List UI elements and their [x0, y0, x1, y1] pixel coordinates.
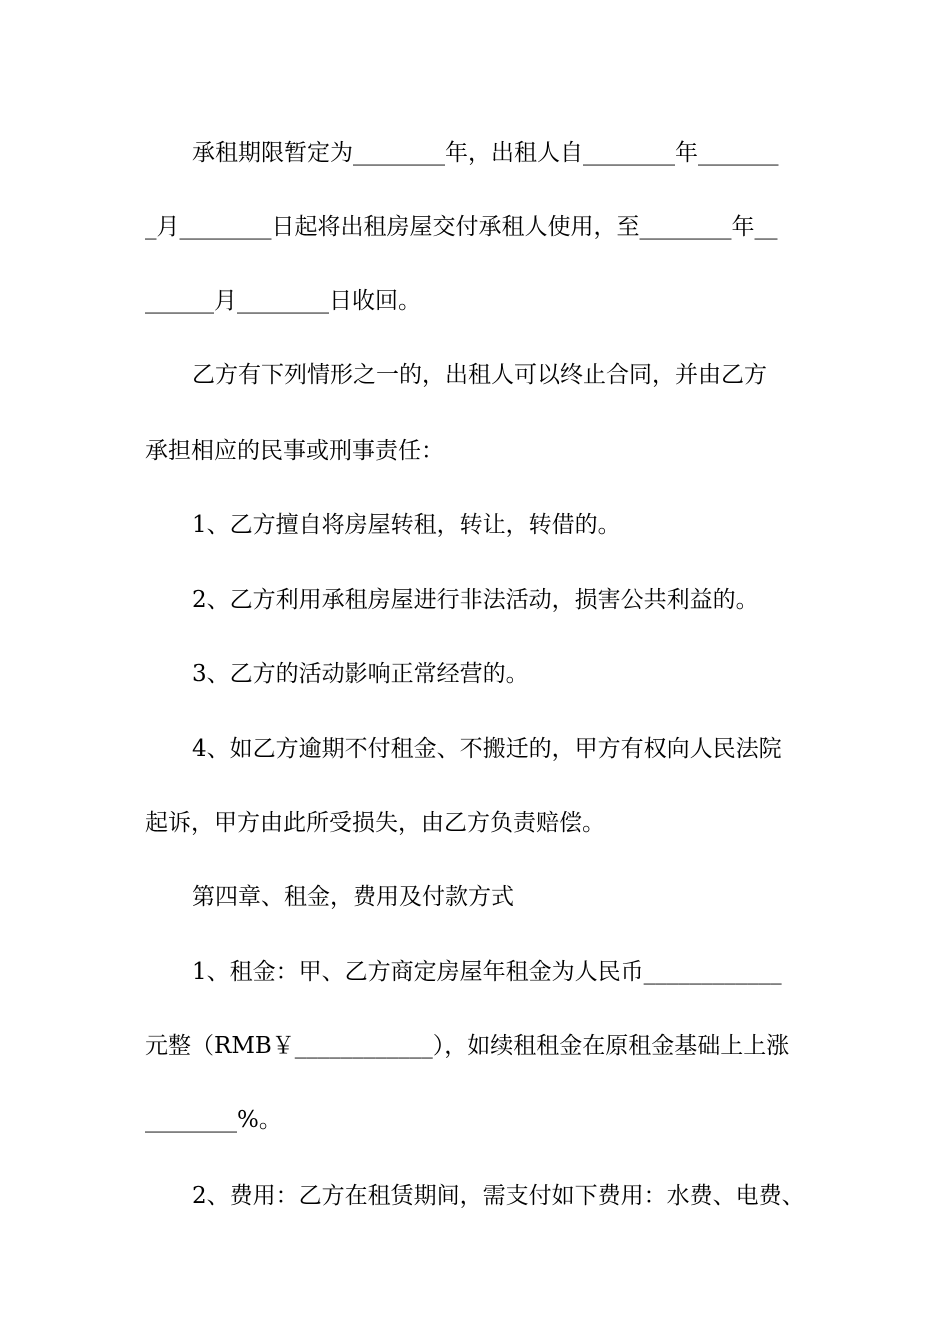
- section-heading: 第四章、租金，费用及付款方式: [192, 884, 514, 910]
- paragraph-line: 承担相应的民事或刑事责任：: [145, 438, 444, 464]
- list-item: 2、费用：乙方在租赁期间，需支付如下费用：水费、电费、: [192, 1183, 805, 1209]
- list-item: 4、如乙方逾期不付租金、不搬迁的，甲方有权向人民法院: [192, 736, 782, 762]
- paragraph-line: 乙方有下列情形之一的，出租人可以终止合同，并由乙方: [192, 362, 767, 388]
- paragraph-line: 承租期限暂定为________年，出租人自________年_______: [192, 140, 779, 166]
- list-item: 1、租金：甲、乙方商定房屋年租金为人民币____________: [192, 959, 782, 985]
- list-item: 1、乙方擅自将房屋转租，转让，转借的。: [192, 512, 621, 538]
- paragraph-line: 元整（RMB￥____________），如续租租金在原租金基础上上涨: [145, 1033, 790, 1059]
- paragraph-line: ________%。: [145, 1107, 282, 1133]
- paragraph-line: ______月________日收回。: [145, 288, 421, 314]
- list-item: 3、乙方的活动影响正常经营的。: [192, 661, 529, 687]
- list-item: 2、乙方利用承租房屋进行非法活动，损害公共利益的。: [192, 587, 759, 613]
- paragraph-line: 起诉，甲方由此所受损失，由乙方负责赔偿。: [145, 810, 605, 836]
- paragraph-line: _月________日起将出租房屋交付承租人使用，至________年__: [145, 214, 778, 240]
